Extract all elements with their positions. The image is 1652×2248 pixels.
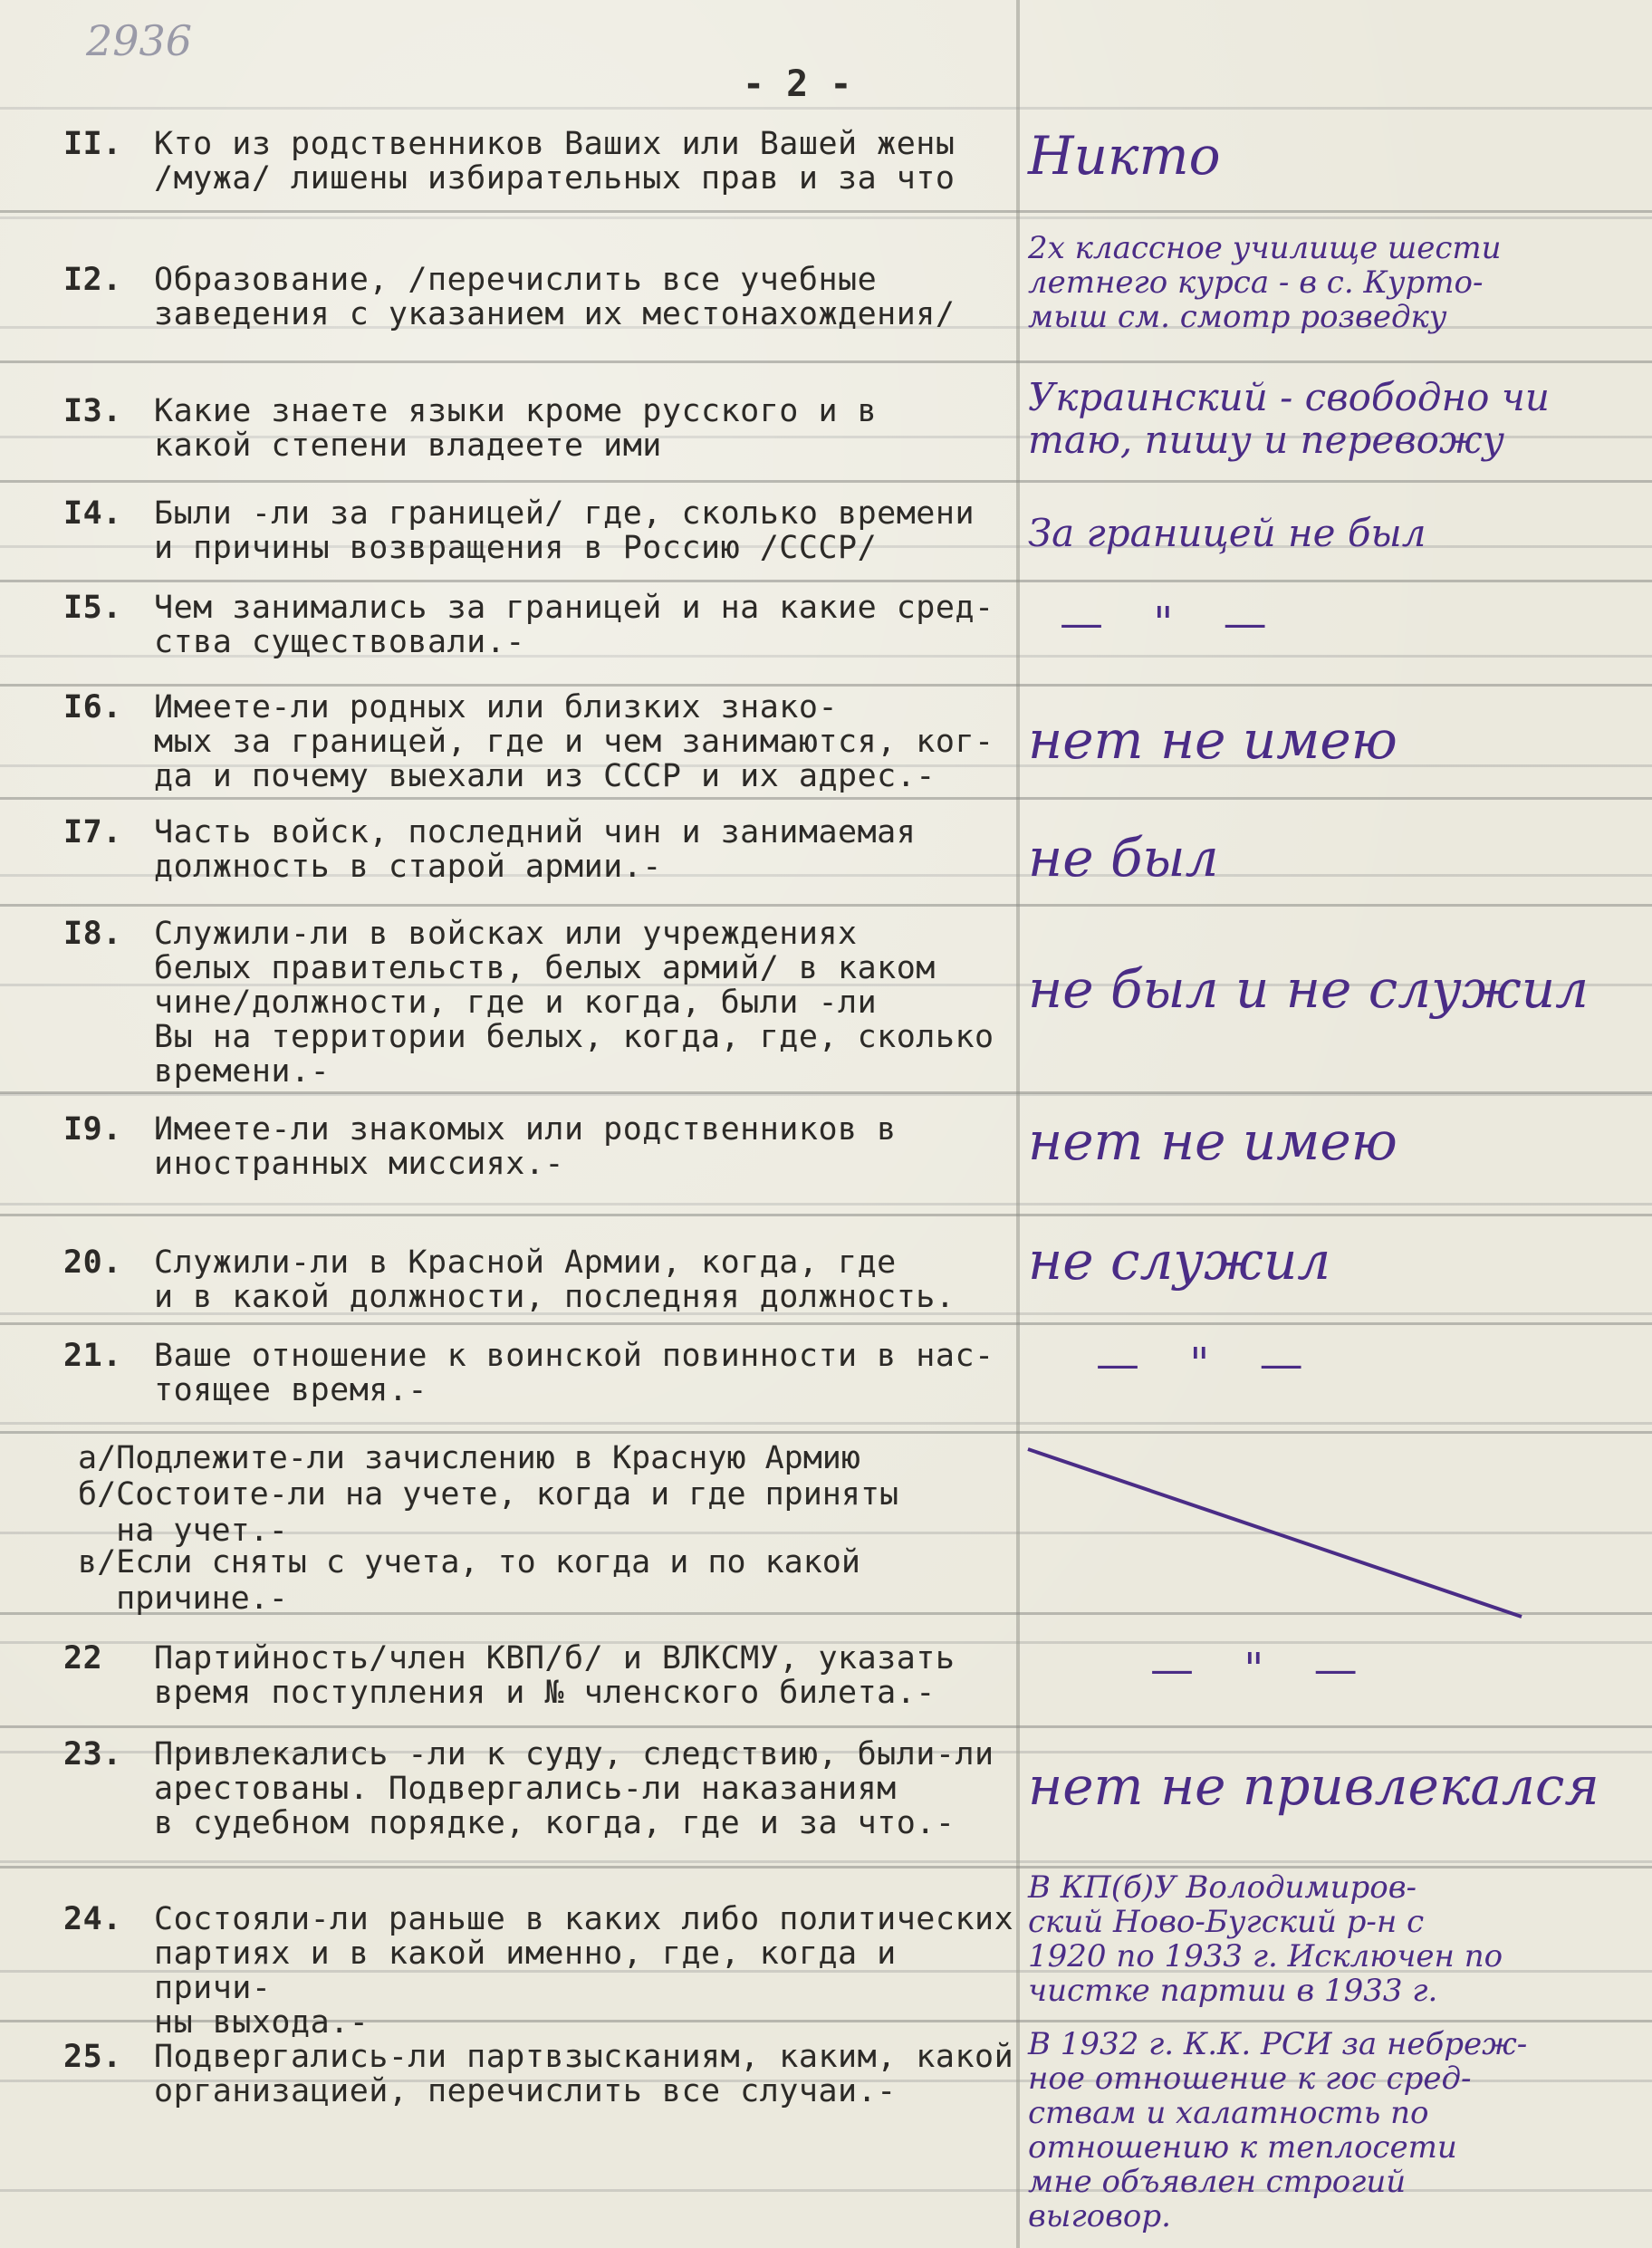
question-23 (63, 1737, 1032, 1840)
question-number: I4. (63, 495, 122, 532)
question-text: Образование, /перечислить все учебные заведения с указанием их местонахождения/ (154, 262, 956, 332)
question-text: Часть войск, последний чин и занимаемая должность в старой армии.- (154, 814, 917, 885)
answer-17: не был (1028, 827, 1219, 889)
answer-20: не служил (1028, 1230, 1331, 1292)
answer-22: — " — (1150, 1644, 1376, 1695)
question-number: 23. (63, 1736, 122, 1772)
question-number: 21. (63, 1338, 122, 1374)
sub-item-b: б/Состоите-ли на учете, когда и где приняты на учет.- (78, 1476, 899, 1549)
answer-14: За границей не был (1028, 511, 1426, 555)
answer-25: В 1932 г. К.К. РСИ за небреж- ное отношение к гос сред- ствам и халатность по отношению к теплосети мне объявлен строгий выговор. (1028, 2026, 1528, 2235)
answer-15: — " — (1060, 598, 1285, 648)
question-text: Подвергались-ли партвзысканиям, каким, какой организацией, перечислить все случаи.- (154, 2039, 1014, 2109)
answer-16: нет не имею (1028, 709, 1397, 771)
question-25 (63, 2040, 1032, 2109)
answer-11: Никто (1028, 125, 1221, 187)
answer-19: нет не имею (1028, 1110, 1397, 1172)
answer-24: В КП(б)У Володимиров- ский Ново-Бугский р-н с 1920 по 1933 г. Исключен по чистке партии в 1933 г. (1028, 1869, 1503, 2010)
question-24 (63, 1902, 1032, 2040)
sub-item-a: а/Подлежите-ли зачислению в Красную Армию (78, 1440, 860, 1476)
question-number: 20. (63, 1244, 122, 1281)
question-number: I7. (63, 814, 122, 850)
question-text: Состояли-ли раньше в каких либо политических партиях и в какой именно, где, когда и причи- ны выхода.- (154, 1901, 1014, 2041)
question-22 (63, 1641, 1032, 1710)
answer-12: 2х классное училище шести летнего курса - в с. Курто- мыш см. смотр розведку (1028, 230, 1502, 336)
question-number: I5. (63, 590, 122, 626)
question-number: I8. (63, 916, 122, 952)
sub-item-v: в/Если сняты с учета, то когда и по какой причине.- (78, 1544, 860, 1617)
question-number: I9. (63, 1111, 122, 1148)
question-number: 24. (63, 1901, 122, 1937)
question-text: Служили-ли в Красной Армии, когда, где и в какой должности, последняя должность. (154, 1244, 956, 1315)
answer-18: не был и не служил (1028, 958, 1589, 1020)
answer-21: — " — (1096, 1339, 1321, 1389)
page-number: - 2 - (743, 63, 852, 105)
question-number: I2. (63, 262, 122, 298)
question-text: Служили-ли в войсках или учреждениях белых правительств, белых армий/ в каком чине/должности, где и когда, были -ли Вы на территории белых, когда, где, сколько времени.- (154, 916, 994, 1090)
question-text: Имеете-ли родных или близких знако- мых за границей, где и чем занимаются, ког- да и почему выехали из СССР и их адрес.- (154, 689, 994, 794)
question-number: 25. (63, 2039, 122, 2075)
question-number: 22 (63, 1640, 103, 1676)
question-text: Ваше отношение к воинской повинности в нас- тоящее время.- (154, 1338, 994, 1408)
question-text: Партийность/член КВП/б/ и ВЛКСМУ, указать время поступления и № членского билета.- (154, 1640, 956, 1711)
archive-number: 2936 (86, 16, 193, 65)
answer-13: Украинский - свободно чи таю, пишу и перевожу (1028, 375, 1550, 463)
question-text: Имеете-ли знакомых или родственников в иностранных миссиях.- (154, 1111, 897, 1182)
answer-23: нет не привлекался (1028, 1755, 1599, 1817)
question-text: Были -ли за границей/ где, сколько времени и причины возвращения в Россию /СССР/ (154, 495, 975, 566)
question-text: Кто из родственников Ваших или Вашей жены /мужа/ лишены избирательных прав и за что (154, 126, 956, 197)
question-text: Какие знаете языки кроме русского и в какой степени владеете ими (154, 393, 878, 464)
question-number: I6. (63, 689, 122, 725)
question-text: Чем занимались за границей и на какие сред- ства существовали.- (154, 590, 994, 660)
question-number: I3. (63, 393, 122, 429)
question-text: Привлекались -ли к суду, следствию, были-ли арестованы. Подвергались-ли наказаниям в судебном порядке, когда, где и за что.- (154, 1736, 994, 1841)
question-number: II. (63, 126, 122, 162)
